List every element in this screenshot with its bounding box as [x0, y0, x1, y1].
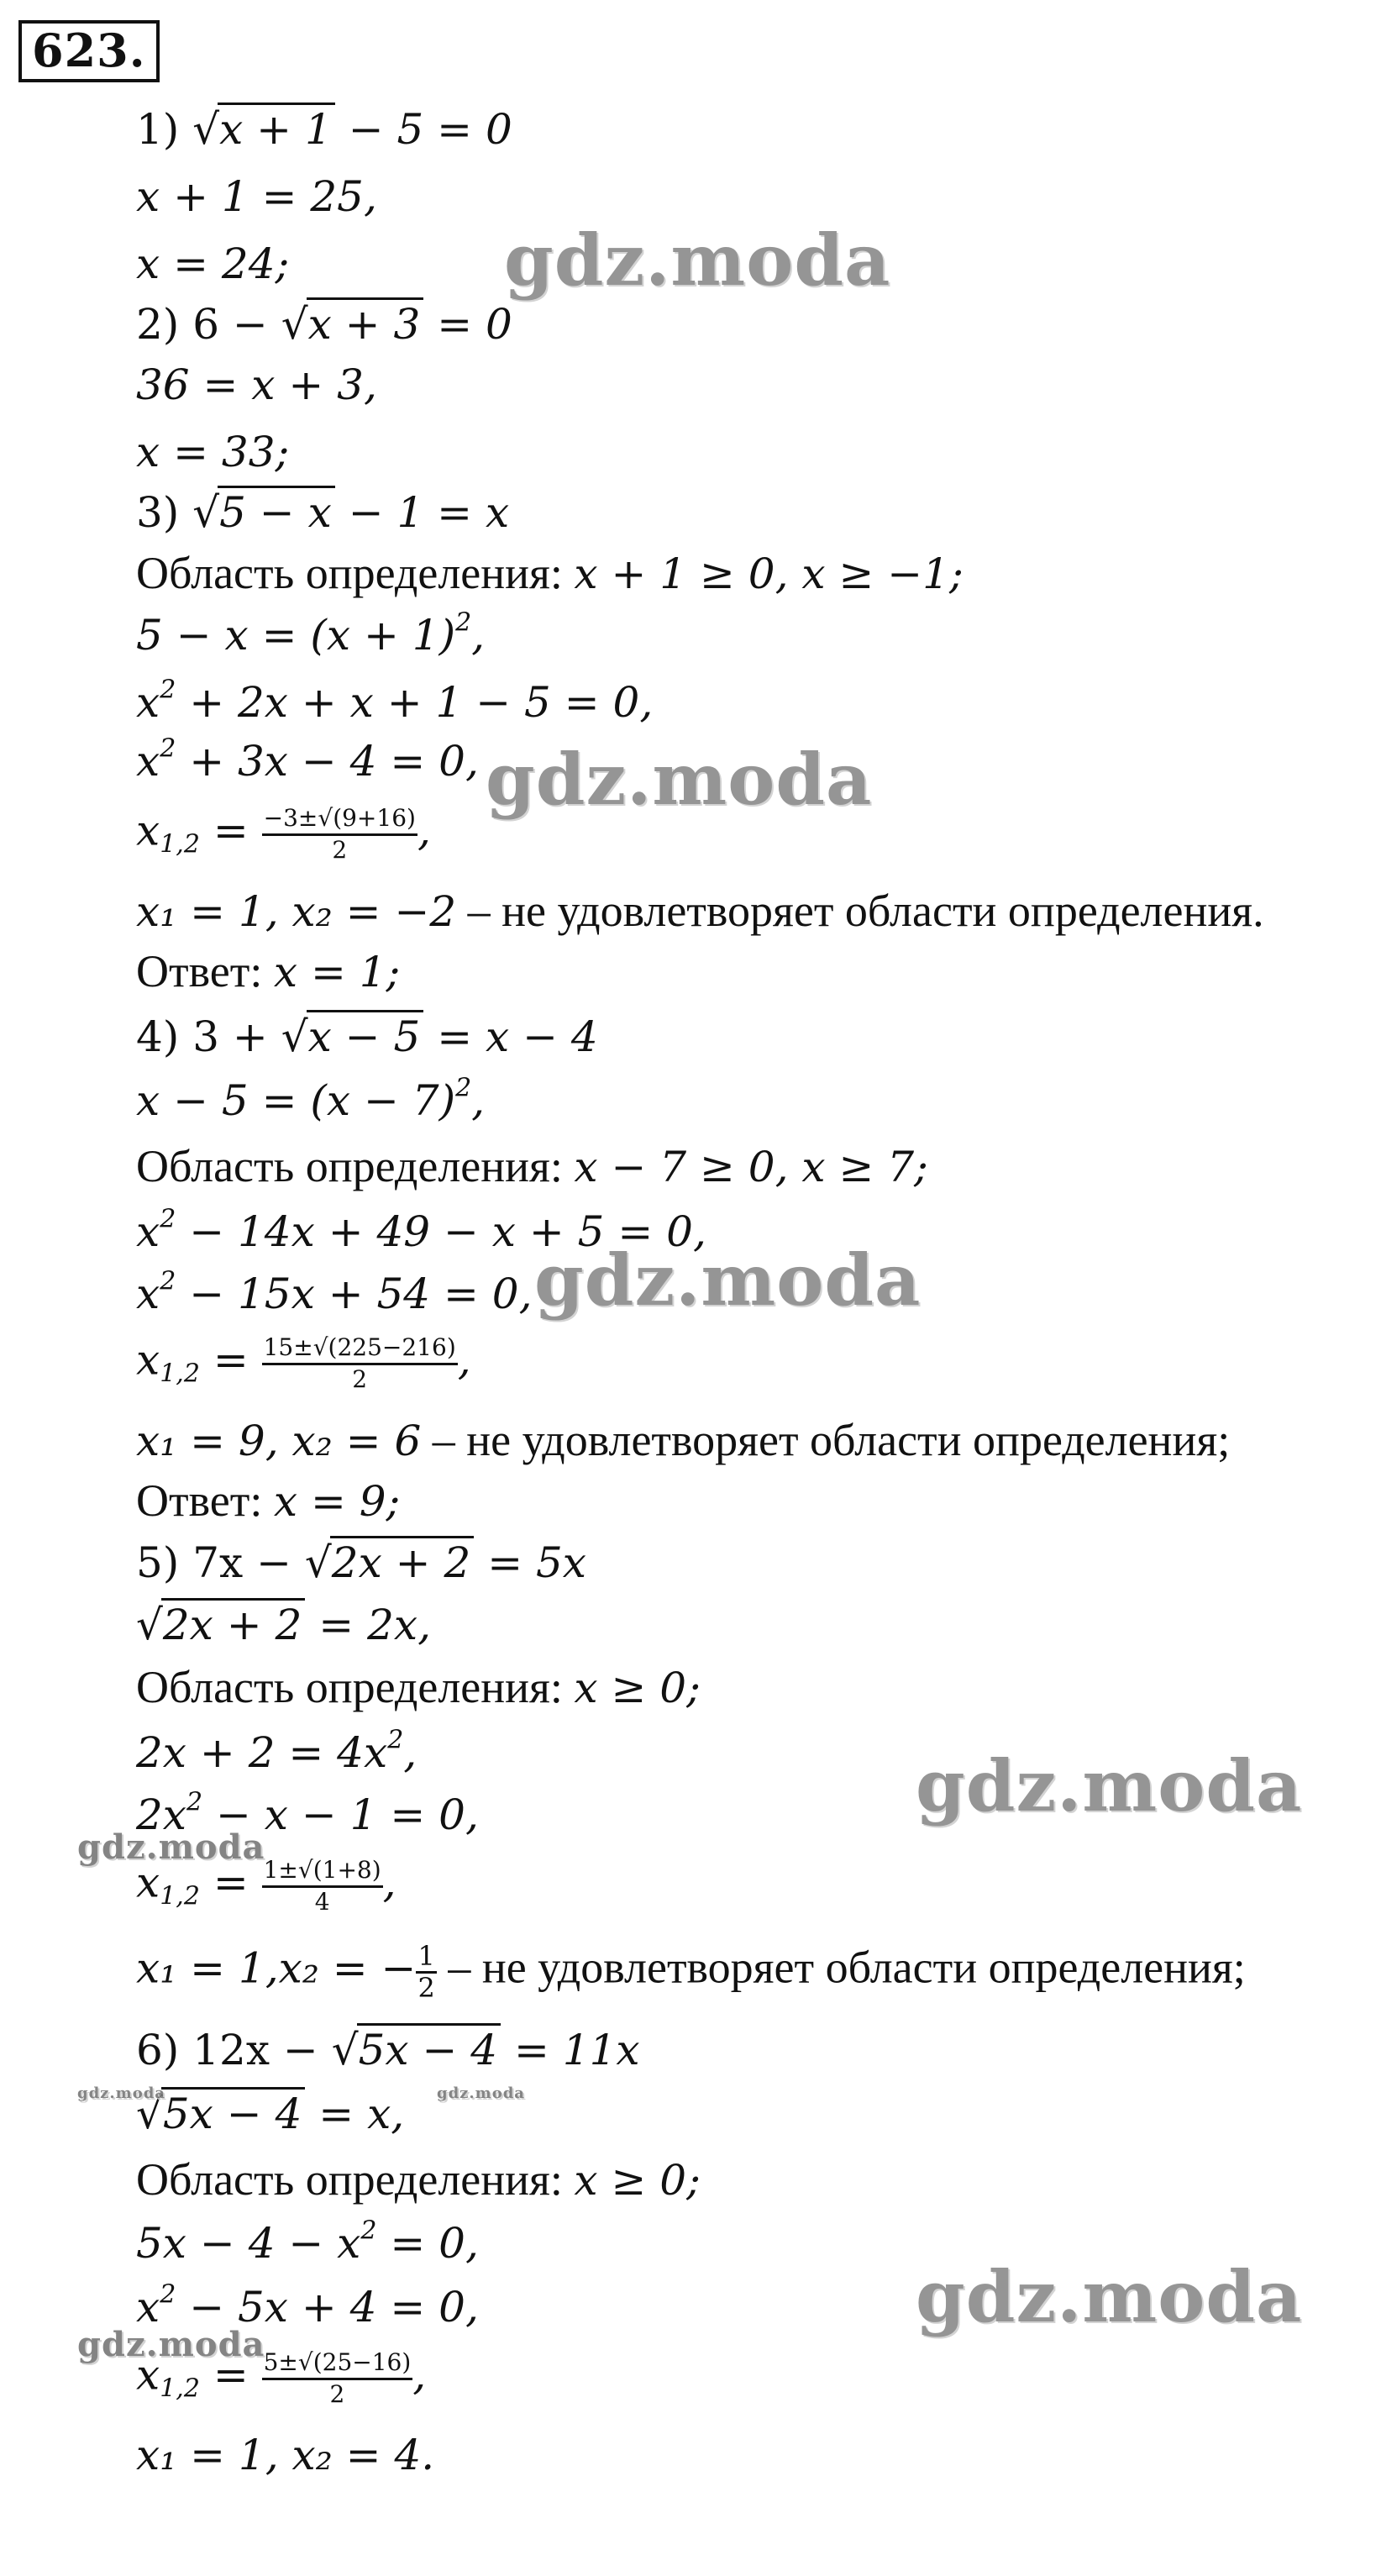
- line-33: $5x - 4 - x^2 = 0$,: [136, 2216, 479, 2268]
- line-3: x = 24;: [136, 239, 290, 288]
- watermark: gdz.moda: [534, 1238, 922, 1322]
- line-1: 1) √x + 1 − 5 = 0: [136, 104, 512, 155]
- sqrt: √2x + 2: [136, 1600, 305, 1650]
- line-25: Область определения: x ≥ 0;: [136, 1662, 701, 1712]
- line-19: $x^2 - 15x + 54 = 0$,: [136, 1266, 533, 1318]
- line-5: 36 = x + 3,: [136, 360, 377, 409]
- fraction: $\frac{1\pm√(1+8)}{4}$: [263, 1856, 381, 1916]
- line-2: x + 1 = 25,: [136, 172, 377, 221]
- line-21: x₁ = 9, x₂ = 6 – не удовлетворяет области определения;: [136, 1415, 1231, 1465]
- sqrt: √x + 3: [281, 299, 424, 350]
- line-26: $2x + 2 = 4x^2$,: [136, 1725, 417, 1777]
- line-24: √2x + 2 = 2x,: [136, 1600, 431, 1650]
- sqrt: √5x − 4: [332, 2025, 501, 2075]
- fraction: $\frac{1}{2}$: [417, 1940, 435, 2004]
- fraction: $\frac{15\pm√(225-216)}{2}$: [263, 1333, 456, 1393]
- watermark: gdz.moda: [437, 2084, 525, 2102]
- line-12: $x_{1,2}$ = $\frac{-3\pm√(9+16)}{2}$ ,: [136, 804, 431, 864]
- fraction: $\frac{5\pm√(25-16)}{2}$: [263, 2348, 412, 2408]
- line-32: Область определения: x ≥ 0;: [136, 2154, 701, 2205]
- line-14: Ответ: x = 1;: [136, 946, 401, 996]
- line-30: 6) 12x − √5x − 4 = 11x: [136, 2025, 640, 2075]
- sqrt: √5 − x: [192, 487, 335, 538]
- sqrt: √5x − 4: [136, 2089, 305, 2139]
- watermark: gdz.moda: [916, 1744, 1303, 1827]
- line-35: $x_{1,2}$ = $\frac{5\pm√(25-16)}{2}$ ,: [136, 2348, 427, 2408]
- watermark: gdz.moda: [77, 1827, 265, 1867]
- line-31: √5x − 4 = x,: [136, 2089, 404, 2139]
- watermark: gdz.moda: [77, 2084, 165, 2102]
- line-29: x₁ = 1,x₂ = − $\frac{1}{2}$ – не удовлетворяет области определения;: [136, 1940, 1246, 2004]
- line-15: 4) 3 + √x − 5 = x − 4: [136, 1012, 598, 1062]
- line-18: $x^2 - 14x + 49 - x + 5 = 0$,: [136, 1204, 706, 1256]
- line-4: 2) 6 − √x + 3 = 0: [136, 299, 512, 350]
- line-28: $x_{1,2}$ = $\frac{1\pm√(1+8)}{4}$ ,: [136, 1856, 396, 1916]
- line-13: x₁ = 1, x₂ = −2 – не удовлетворяет области определения.: [136, 886, 1264, 936]
- sqrt: √2x + 2: [305, 1538, 474, 1588]
- line-20: $x_{1,2}$ = $\frac{15\pm√(225-216)}{2}$ ,: [136, 1333, 471, 1393]
- problem-number: 623.: [18, 20, 160, 82]
- line-34: $x^2 - 5x + 4 = 0$,: [136, 2279, 479, 2332]
- watermark: gdz.moda: [504, 218, 891, 302]
- watermark: gdz.moda: [486, 738, 873, 821]
- line-8: Область определения: x + 1 ≥ 0, x ≥ −1;: [136, 548, 964, 598]
- line-10: $x^2 + 2x + x + 1 - 5 = 0$,: [136, 675, 654, 727]
- line-36: x₁ = 1, x₂ = 4.: [136, 2431, 435, 2479]
- sqrt: √x + 1: [192, 104, 335, 155]
- line-6: x = 33;: [136, 428, 290, 476]
- line-27: $2x^2 - x - 1 = 0$,: [136, 1787, 479, 1839]
- line-16: $x - 5 = (x - 7)^2$,: [136, 1073, 486, 1125]
- line-23: 5) 7x − √2x + 2 = 5x: [136, 1538, 586, 1588]
- line-11: $x^2 + 3x - 4 = 0$,: [136, 733, 479, 786]
- sqrt: √x − 5: [281, 1012, 424, 1062]
- line-7: 3) √5 − x − 1 = x: [136, 487, 509, 538]
- line-17: Область определения: x − 7 ≥ 0, x ≥ 7;: [136, 1141, 928, 1191]
- fraction: $\frac{-3\pm√(9+16)}{2}$: [263, 804, 416, 864]
- watermark: gdz.moda: [77, 2325, 265, 2364]
- line-22: Ответ: x = 9;: [136, 1475, 401, 1526]
- line-9: $5 - x = (x + 1)^2$,: [136, 607, 486, 660]
- watermark: gdz.moda: [916, 2255, 1303, 2338]
